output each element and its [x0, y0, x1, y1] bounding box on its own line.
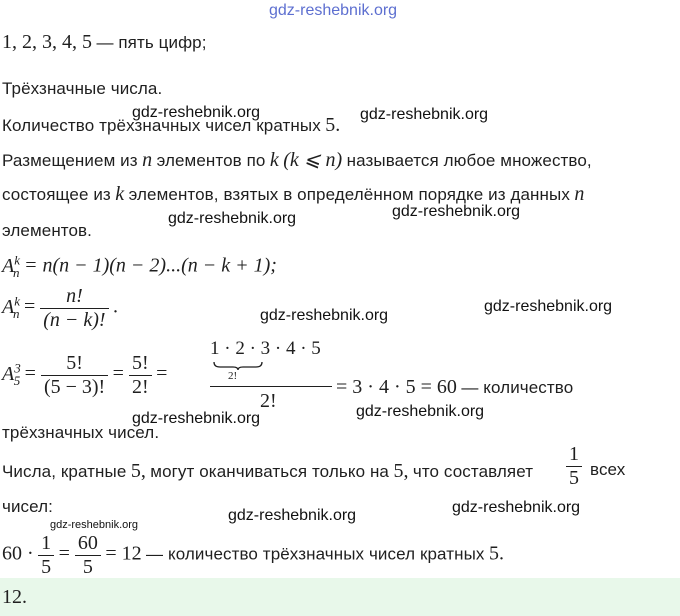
math-n: n: [574, 183, 585, 205]
fraction: [40, 285, 108, 332]
equals-sign: =: [23, 295, 41, 318]
math-n: n: [142, 149, 153, 171]
denominator: 2!: [260, 390, 277, 412]
underbrace-fraction: [210, 338, 332, 412]
watermark: gdz-reshebnik.org: [392, 203, 521, 220]
formula-body: = n(n − 1)(n − 2)...(n − k + 1);: [23, 254, 277, 277]
numerator: n!: [40, 285, 108, 309]
equals-sign: =: [24, 362, 41, 385]
next-task-bar: [0, 578, 680, 616]
multiples-text: что составляет: [412, 462, 534, 481]
denominator: (5 − 3)!: [43, 376, 106, 398]
math-five: 5,: [393, 460, 409, 482]
final-text: — количество трёхзначных чисел кратных: [146, 544, 485, 564]
digits-text: — пять цифр;: [96, 33, 207, 52]
task-number: 12.: [2, 586, 27, 608]
definition-text: элементов, взятых в определённом порядке из данных: [128, 185, 570, 204]
watermark: gdz-reshebnik.org: [360, 106, 489, 123]
rest-part: · 3 · 4 · 5: [249, 338, 321, 359]
equals-sign: =: [112, 362, 129, 385]
watermark: gdz-reshebnik.org: [356, 403, 485, 420]
numerator: 1: [566, 443, 582, 467]
brace-label: 2!: [228, 370, 238, 382]
multiples-line: [2, 460, 533, 483]
math-five: 5.: [488, 542, 504, 565]
fraction: [566, 443, 582, 490]
numerator: [210, 338, 332, 360]
watermark-small: gdz-reshebnik.org: [50, 519, 139, 531]
digits-line: [2, 31, 207, 54]
count-label: Количество трёхзначных чисел кратных: [2, 116, 321, 135]
formula-factorial: [2, 285, 118, 332]
equals-sign: =: [58, 542, 75, 565]
math-k: k: [269, 149, 279, 171]
numerator: 5!: [41, 352, 108, 376]
definition-line-2: [2, 183, 584, 206]
denominator: (n − k)!: [43, 309, 106, 331]
numerator: 5!: [129, 352, 152, 376]
math-condition: (k ⩽ n): [283, 149, 343, 171]
fraction-one-fifth: [566, 443, 582, 490]
math-sixty: 60 ·: [2, 542, 34, 565]
fraction: [41, 352, 108, 399]
numerator: 1: [38, 532, 54, 556]
period: .: [113, 295, 119, 318]
formula-a53: [2, 352, 167, 399]
result-line-2: трёхзначных чисел.: [2, 423, 160, 442]
result-text: — количество: [461, 378, 574, 397]
multiples-text: Числа, кратные: [2, 462, 127, 481]
watermark: gdz-reshebnik.org: [132, 410, 261, 427]
multiples-text: могут оканчиваться только на: [150, 462, 389, 481]
formula-arrangements: [2, 252, 277, 281]
math-twelve: = 12: [105, 542, 142, 565]
denominator: 5: [82, 556, 93, 578]
watermark: gdz-reshebnik.org: [168, 210, 297, 227]
formula-symbol: $A^k_n$: [2, 252, 20, 280]
brace-part: 1 · 2: [210, 338, 245, 359]
underbrace-icon: [212, 360, 264, 370]
fraction-bar: [210, 386, 332, 387]
denominator: 5: [41, 556, 52, 578]
watermark: gdz-reshebnik.org: [228, 507, 357, 524]
definition-text: элементов по: [156, 151, 266, 170]
fraction: [75, 532, 101, 579]
denominator: 2!: [131, 376, 149, 398]
three-digit-heading: Трёхзначные числа.: [2, 79, 163, 98]
formula-symbol: $A^k_n$: [2, 293, 20, 321]
definition-text: состоящее из: [2, 185, 111, 204]
result-line: [336, 376, 573, 399]
watermark: gdz-reshebnik.org: [452, 499, 581, 516]
formula-symbol: $A^3_5$: [2, 360, 21, 388]
definition-line-1: [2, 147, 592, 172]
watermark: gdz-reshebnik.org: [260, 307, 389, 324]
numerator: 60: [75, 532, 101, 556]
definition-text: Размещением из: [2, 151, 138, 170]
count-line: [2, 114, 340, 137]
equals-sign: =: [156, 362, 168, 385]
watermark-top: gdz-reshebnik.org: [269, 2, 398, 19]
math-five: 5,: [130, 460, 146, 482]
fraction: [129, 352, 152, 399]
fraction: [38, 532, 54, 579]
watermark: gdz-reshebnik.org: [132, 104, 261, 121]
definition-text: называется любое множество,: [346, 151, 592, 170]
final-line: [2, 532, 504, 579]
definition-line-3: элементов.: [2, 221, 93, 240]
multiples-all: всех: [590, 460, 626, 479]
count-number: 5.: [325, 114, 341, 136]
result-math: = 3 · 4 · 5 = 60: [336, 376, 457, 398]
denominator: 5: [569, 467, 579, 489]
watermark: gdz-reshebnik.org: [484, 298, 613, 315]
math-k: k: [115, 183, 125, 205]
multiples-line-2: чисел:: [2, 497, 53, 516]
digits-math: 1, 2, 3, 4, 5: [2, 31, 92, 53]
